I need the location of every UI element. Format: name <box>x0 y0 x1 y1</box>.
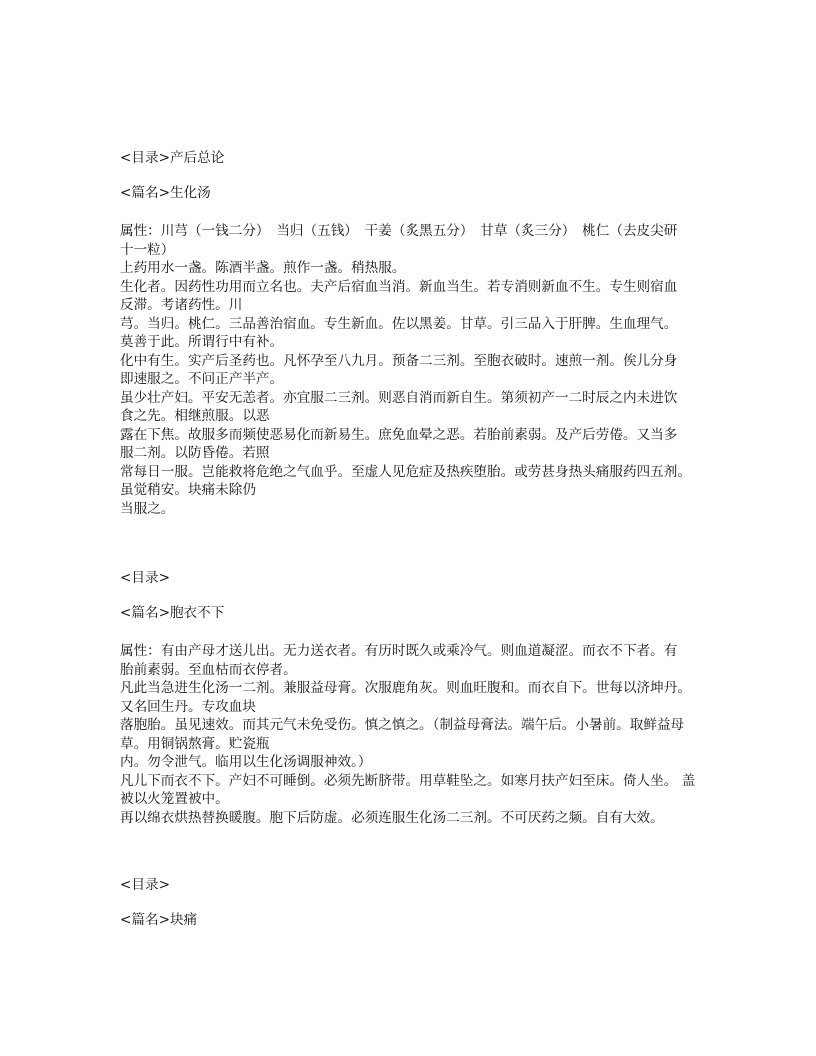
article-title: <篇名>块痛 <box>120 912 198 928</box>
article-body <box>120 222 720 518</box>
text-line: 当服之。 <box>120 500 175 517</box>
text-line: 芎。当归。桃仁。三品善治宿血。专生新血。佐以黑姜。甘草。引三品入于肝脾。生血理气。 <box>120 315 678 332</box>
catalog-heading: <目录> <box>120 877 170 893</box>
text-line: 落胞胎。虽见速效。而其元气未免受伤。慎之慎之。（制益母膏法。端午后。小暑前。取鲜益母 <box>120 717 685 733</box>
catalog-heading: <目录>产后总论 <box>120 150 225 166</box>
text-line: 再以绵衣烘热替换暖腹。胞下后防虚。必须连服生化汤二三剂。不可厌药之频。自有大效。 <box>120 809 664 826</box>
text-line: 莫善于此。所谓行中有补。 <box>120 334 284 350</box>
text-line: 又名回生丹。专攻血块 <box>120 698 256 715</box>
text-line: 服二剂。以防昏倦。若照 <box>120 445 270 461</box>
section-placenta-retained <box>120 569 720 827</box>
text-line: 常每日一服。岂能救将危绝之气血乎。至虚人见危症及热疾堕胎。或劳甚身热头痛服药四五剂。 <box>120 463 691 480</box>
text-line: 内。勿令泄气。临用以生化汤调服神效。） <box>120 754 372 770</box>
text-line: 食之先。相继煎服。以恶 <box>120 408 270 424</box>
article-title: <篇名>生化汤 <box>120 185 211 201</box>
article-body <box>120 642 720 827</box>
text-line: 虽少壮产妇。平安无恙者。亦宜服二三剂。则恶自消而新自生。第须初产一二时辰之内未进饮 <box>120 389 678 406</box>
text-line: 被以火笼置被中。 <box>120 791 229 807</box>
text-line: 草。用铜锅熬膏。贮瓷瓶 <box>120 735 270 752</box>
section-clot-pain <box>120 876 720 929</box>
text-line: 即速服之。不问正产半产。 <box>120 371 284 387</box>
text-line: 胎前素弱。至血枯而衣停者。 <box>120 661 297 678</box>
text-line: 虽觉稍安。块痛未除仍 <box>120 482 256 498</box>
article-title: <篇名>胞衣不下 <box>120 605 225 621</box>
text-line: 上药用水一盏。陈酒半盏。煎作一盏。稍热服。 <box>120 260 406 276</box>
text-line: 凡儿下而衣不下。产妇不可睡倒。必须先断脐带。用草鞋坠之。如寒月扶产妇至床。倚人坐。 盖 <box>120 772 696 789</box>
text-line: 属性：有由产母才送儿出。无力送衣者。有历时既久或乘冷气。则血道凝涩。而衣不下者。有 <box>120 643 678 659</box>
text-line: 化中有生。实产后圣药也。凡怀孕至八九月。预备二三剂。至胞衣破时。速煎一剂。俟儿分身 <box>120 352 678 369</box>
text-line: 属性：川芎（一钱二分） 当归（五钱） 干姜（炙黑五分） 甘草（炙三分） 桃仁（去皮尖研 <box>120 223 678 239</box>
catalog-heading: <目录> <box>120 570 170 586</box>
section-shenghua-tang <box>120 149 720 518</box>
text-line: 十一粒） <box>120 241 175 258</box>
text-line: 反滞。考诸药性。川 <box>120 297 243 313</box>
text-line: 凡此当急进生化汤一二剂。兼服益母膏。次服鹿角灰。则血旺腹和。而衣自下。世每以济坤丹。 <box>120 680 691 696</box>
text-line: 露在下焦。故服多而频使恶易化而新易生。庶免血晕之恶。若胎前素弱。及产后劳倦。又当多 <box>120 426 678 443</box>
text-line: 生化者。因药性功用而立名也。夫产后宿血当消。新血当生。若专消则新血不生。专生则宿血 <box>120 278 678 295</box>
